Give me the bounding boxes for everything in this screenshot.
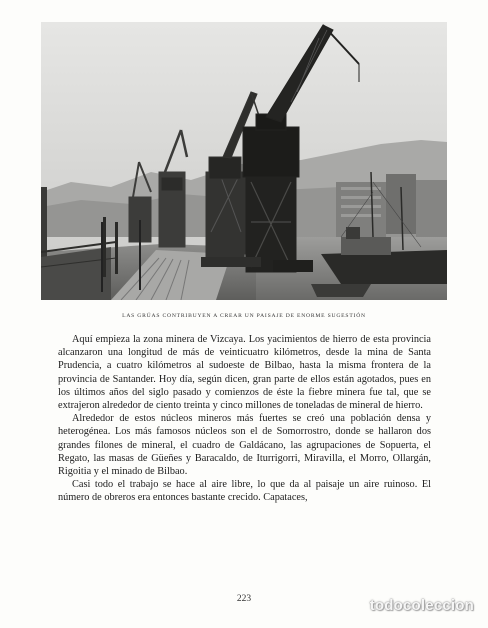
paragraph: Aquí empieza la zona minera de Vizcaya. Los yacimientos de hierro de esta provincia alcanzaron una longitud de más de veinticuatro kilómetros, desde la mina de Santa Prudencia, a cuatro kilómetros al sudoeste de Bilbao, hasta la misma frontera de la provincia de Santander. Hoy día, según dicen, gran parte de ellos están agotados, pues en los últimos años del siglo pasado y comienzos de éste la fiebre minera fue tal, que se extrajeron alrededor de ciento treinta y cinco millones de toneladas de mineral de hierro. bbox=[58, 334, 431, 412]
watermark: todocoleccion bbox=[369, 597, 474, 614]
harbor-cranes-photo bbox=[41, 22, 447, 300]
paragraph: Casi todo el trabajo se hace al aire libre, lo que da al paisaje un aire ruinoso. El número de obreros era entonces bastante crecido. Capataces, bbox=[58, 479, 431, 504]
photo-illustration bbox=[41, 22, 447, 300]
paragraph: Alrededor de estos núcleos mineros más fuertes se creó una población densa y heterogénea. Los más famosos núcleos son el de Somorrostro, donde se hallaron dos grandes filones de mineral, el cuadro de Galdácano, las agrupaciones de Sopuerta, el Regato, las masas de Güeñes y Baracaldo, de Iturrigorri, Miravilla, el Morro, Ollargán, Rigoitia y el minado de Bilbao. bbox=[58, 413, 431, 478]
body-text bbox=[58, 333, 431, 505]
photo-caption: LAS GRÚAS CONTRIBUYEN A CREAR UN PAISAJE DE ENORME SUGESTIÓN bbox=[122, 313, 366, 319]
page-number: 223 bbox=[236, 594, 252, 604]
